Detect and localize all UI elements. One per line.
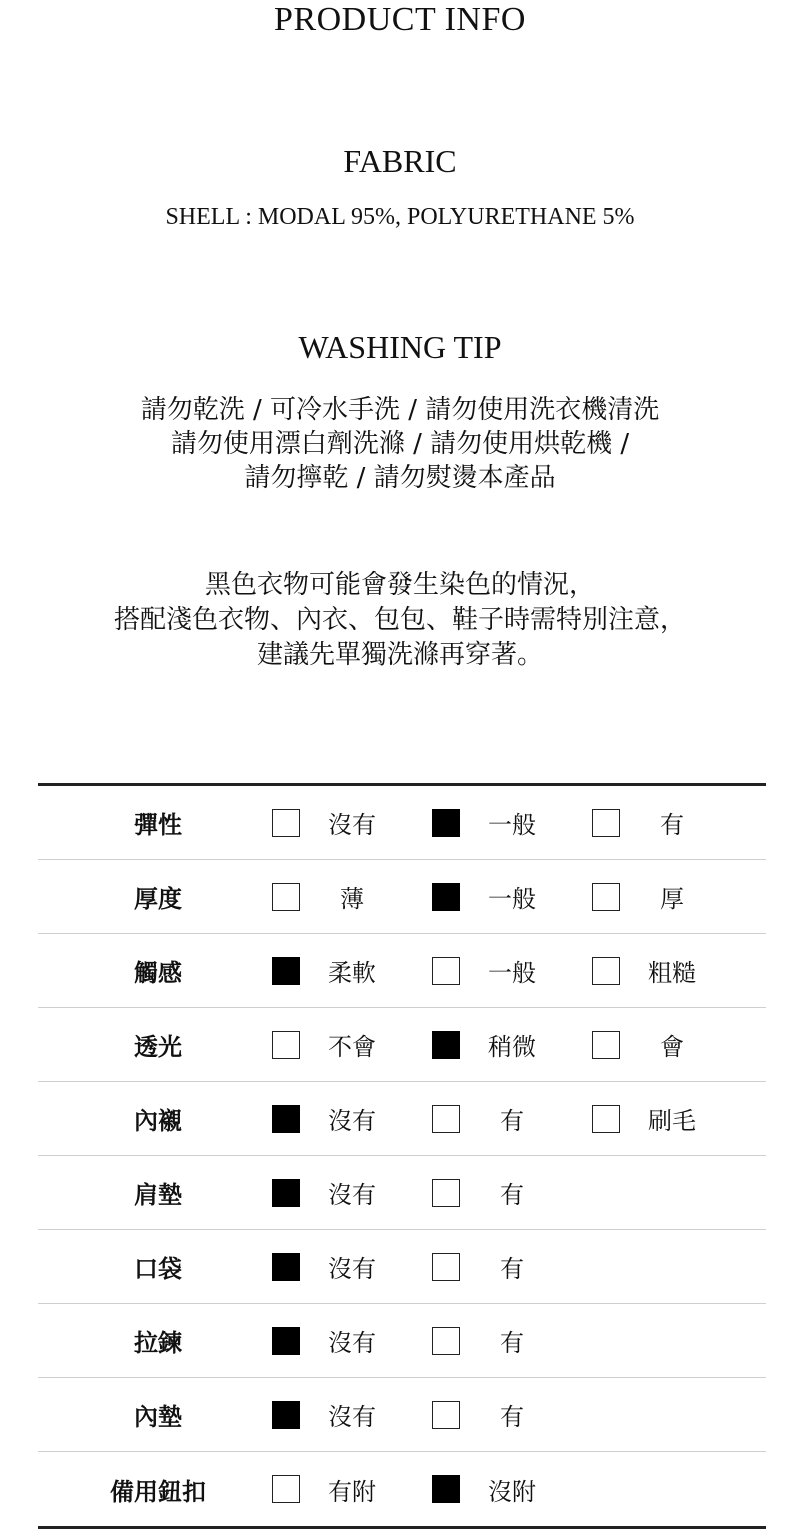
- option-item: [592, 860, 707, 933]
- option-item: [272, 1008, 387, 1081]
- table-row: [38, 1378, 766, 1452]
- unchecked-box-icon: [592, 809, 620, 837]
- unchecked-box-icon: [592, 957, 620, 985]
- option-item: [592, 1082, 707, 1155]
- checked-box-icon: [272, 1253, 300, 1281]
- option-label: 有: [500, 1181, 524, 1209]
- option-item: [592, 934, 707, 1007]
- fabric-composition: SHELL : MODAL 95%, POLYURETHANE 5%: [165, 204, 635, 230]
- option-item: [272, 934, 387, 1007]
- dye-note-line: 搭配淺色衣物、內衣、包包、鞋子時需特別注意，: [113, 605, 686, 635]
- table-row: [38, 1452, 766, 1526]
- option-label: 一般: [488, 811, 536, 839]
- unchecked-box-icon: [272, 809, 300, 837]
- unchecked-box-icon: [272, 883, 300, 911]
- fabric-heading: FABRIC: [343, 143, 457, 179]
- unchecked-box-icon: [432, 1105, 460, 1133]
- option-item: [432, 786, 547, 859]
- row-label: 口袋: [134, 1255, 182, 1283]
- washing-line: 請勿使用漂白劑洗滌 / 請勿使用烘乾機 /: [170, 429, 630, 459]
- checked-box-icon: [432, 1475, 460, 1503]
- row-label: 內襯: [134, 1107, 182, 1135]
- option-item: [272, 1230, 387, 1303]
- option-item: [272, 1452, 387, 1526]
- option-item: [432, 1304, 547, 1377]
- option-label: 一般: [488, 959, 536, 987]
- washing-instructions: [0, 393, 800, 495]
- checked-box-icon: [432, 809, 460, 837]
- row-label: 觸感: [134, 959, 182, 987]
- option-label: 沒有: [328, 1107, 376, 1135]
- option-label: 沒有: [328, 1181, 376, 1209]
- option-item: [432, 1452, 547, 1526]
- unchecked-box-icon: [592, 883, 620, 911]
- checked-box-icon: [272, 1179, 300, 1207]
- option-item: [432, 934, 547, 1007]
- row-label: 肩墊: [134, 1181, 182, 1209]
- option-label: 沒有: [328, 811, 376, 839]
- row-label: 彈性: [134, 811, 182, 839]
- page-title: PRODUCT INFO: [274, 1, 526, 38]
- option-label: 會: [660, 1033, 684, 1061]
- table-row: [38, 860, 766, 934]
- row-label: 厚度: [134, 885, 182, 913]
- checked-box-icon: [272, 1105, 300, 1133]
- unchecked-box-icon: [432, 957, 460, 985]
- option-item: [592, 1008, 707, 1081]
- option-label: 有附: [328, 1477, 376, 1506]
- option-label: 有: [500, 1329, 524, 1357]
- row-label: 備用鈕扣: [110, 1477, 206, 1506]
- option-label: 粗糙: [648, 959, 696, 987]
- option-item: [432, 860, 547, 933]
- option-label: 沒有: [328, 1403, 376, 1431]
- option-item: [272, 1378, 387, 1451]
- unchecked-box-icon: [432, 1401, 460, 1429]
- option-label: 有: [500, 1255, 524, 1283]
- unchecked-box-icon: [592, 1105, 620, 1133]
- washing-line: 請勿擰乾 / 請勿熨燙本產品: [244, 463, 556, 493]
- washing-tip-heading: WASHING TIP: [298, 329, 502, 365]
- option-label: 不會: [328, 1033, 376, 1061]
- unchecked-box-icon: [272, 1031, 300, 1059]
- checked-box-icon: [272, 957, 300, 985]
- option-item: [432, 1156, 547, 1229]
- option-item: [432, 1082, 547, 1155]
- dye-note-line: 建議先單獨洗滌再穿著。: [256, 640, 543, 670]
- table-row: [38, 1082, 766, 1156]
- option-item: [272, 860, 387, 933]
- option-item: [272, 786, 387, 859]
- option-label: 沒有: [328, 1329, 376, 1357]
- option-item: [592, 786, 707, 859]
- option-item: [432, 1378, 547, 1451]
- unchecked-box-icon: [432, 1253, 460, 1281]
- unchecked-box-icon: [272, 1475, 300, 1503]
- option-label: 有: [500, 1107, 524, 1135]
- option-label: 柔軟: [328, 959, 376, 987]
- checked-box-icon: [272, 1401, 300, 1429]
- table-row: [38, 1156, 766, 1230]
- row-label: 內墊: [134, 1403, 182, 1431]
- option-label: 刷毛: [648, 1107, 696, 1135]
- washing-line: 請勿乾洗 / 可冷水手洗 / 請勿使用洗衣機清洗: [140, 395, 660, 425]
- table-bottom-rule: [38, 1526, 766, 1529]
- unchecked-box-icon: [592, 1031, 620, 1059]
- dye-warning-note: [0, 568, 800, 673]
- option-item: [272, 1304, 387, 1377]
- option-label: 厚: [660, 885, 684, 913]
- option-item: [272, 1082, 387, 1155]
- option-item: [432, 1230, 547, 1303]
- option-label: 薄: [340, 885, 364, 913]
- table-row: [38, 934, 766, 1008]
- checked-box-icon: [432, 883, 460, 911]
- spec-rows: [38, 786, 766, 1526]
- option-label: 稍微: [488, 1033, 536, 1061]
- option-item: [432, 1008, 547, 1081]
- checked-box-icon: [432, 1031, 460, 1059]
- option-label: 有: [660, 811, 684, 839]
- option-label: 沒有: [328, 1255, 376, 1283]
- option-label: 有: [500, 1403, 524, 1431]
- option-label: 沒附: [488, 1477, 536, 1506]
- option-item: [272, 1156, 387, 1229]
- dye-note-line: 黑色衣物可能會發生染色的情況，: [204, 570, 595, 600]
- spec-table: [38, 783, 766, 1529]
- table-row: [38, 1008, 766, 1082]
- checked-box-icon: [272, 1327, 300, 1355]
- option-label: 一般: [488, 885, 536, 913]
- row-label: 透光: [134, 1033, 182, 1061]
- table-row: [38, 1230, 766, 1304]
- unchecked-box-icon: [432, 1179, 460, 1207]
- unchecked-box-icon: [432, 1327, 460, 1355]
- table-row: [38, 786, 766, 860]
- row-label: 拉鍊: [134, 1329, 182, 1357]
- table-row: [38, 1304, 766, 1378]
